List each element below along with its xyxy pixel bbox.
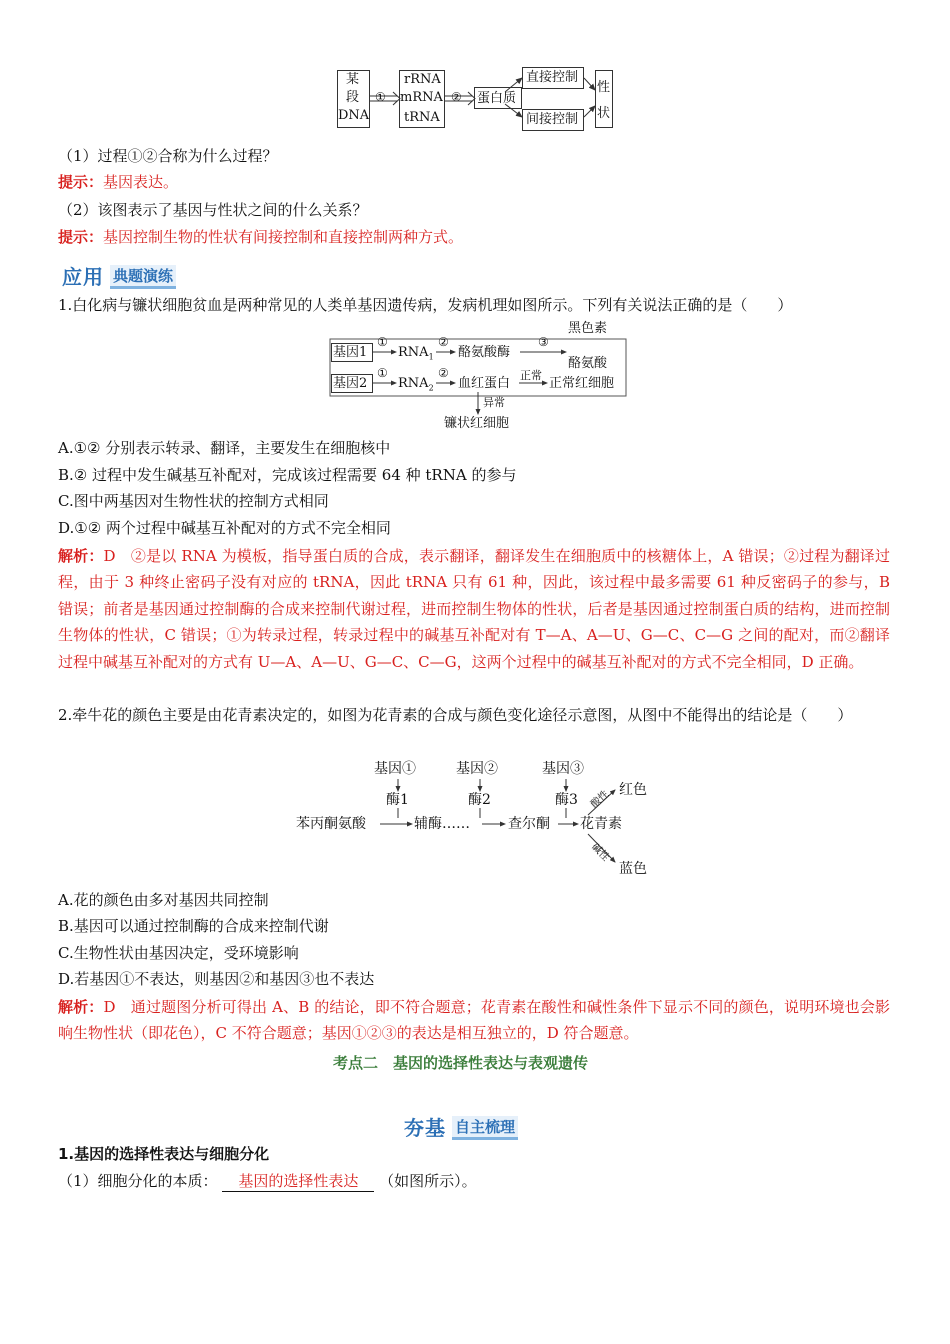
q1-tyrosine: 酪氨酸 bbox=[568, 356, 608, 371]
q2-red: 红色 bbox=[619, 782, 647, 798]
trait-label-1: 性 bbox=[597, 80, 611, 95]
q1-gene1: 基因1 bbox=[333, 345, 368, 360]
q1-analysis-label: 解析： bbox=[58, 547, 104, 565]
banner-sub: 典题演练 bbox=[110, 265, 176, 289]
rna1-text: RNA bbox=[398, 345, 429, 360]
q1-abnormal: 异常 bbox=[483, 396, 505, 409]
q2-enzyme1: 酶1 bbox=[386, 792, 409, 808]
q2-option-d[interactable]: D.若基因①不表达，则基因②和基因③也不表达 bbox=[58, 970, 375, 988]
q1-s3: ③ bbox=[538, 335, 549, 349]
rna2-text: RNA bbox=[398, 376, 429, 391]
indirect-label: 间接控制 bbox=[526, 112, 579, 127]
banner2-main: 夯基 bbox=[404, 1116, 446, 1140]
banner-main: 应用 bbox=[62, 265, 104, 289]
q2-acid: 酸性 bbox=[588, 788, 612, 811]
q2-coenzyme: 辅酶…… bbox=[414, 816, 470, 832]
q1-normal: 正常 bbox=[520, 369, 542, 382]
q2-blue: 蓝色 bbox=[619, 861, 647, 877]
q2-gene2: 基因② bbox=[456, 761, 498, 777]
banner2-sub: 自主梳理 bbox=[452, 1116, 518, 1140]
protein-label: 蛋白质 bbox=[477, 91, 517, 106]
trna-label: tRNA bbox=[404, 110, 440, 125]
q2-option-a[interactable]: A.花的颜色由多对基因共同控制 bbox=[58, 891, 269, 909]
fill-suffix: （如图所示）。 bbox=[379, 1172, 477, 1190]
step1-label: ① bbox=[375, 90, 386, 104]
dna-label-3: DNA bbox=[338, 108, 370, 123]
q1-melanin: 黑色素 bbox=[568, 321, 608, 336]
q2-base: 碱性 bbox=[589, 841, 611, 864]
step2-label: ② bbox=[451, 90, 462, 104]
q1-normal-cell: 正常红细胞 bbox=[549, 376, 615, 391]
section-title: 考点二 基因的选择性表达与表观遗传 bbox=[333, 1054, 589, 1072]
fill-prefix: （1）细胞分化的本质： bbox=[58, 1172, 218, 1190]
q2-analysis bbox=[58, 994, 890, 1047]
q2-option-b[interactable]: B.基因可以通过控制酶的合成来控制代谢 bbox=[58, 917, 329, 935]
dna-label-2: 段 bbox=[346, 90, 360, 105]
q1-stem: 1.白化病与镰状细胞贫血是两种常见的人类单基因遗传病，发病机理如图所示。下列有关说法正确的是（ ） bbox=[58, 296, 793, 314]
q1-option-a[interactable]: A.①② 分别表示转录、翻译，主要发生在细胞核中 bbox=[58, 439, 391, 457]
question-a1: （1）过程①②合称为什么过程？ bbox=[58, 147, 278, 165]
q2-enzyme2: 酶2 bbox=[468, 792, 491, 808]
q1-hemoglobin: 血红蛋白 bbox=[458, 376, 511, 391]
hint-2-text: 基因控制生物的性状有间接控制和直接控制两种方式。 bbox=[103, 228, 464, 246]
hint-label: 提示： bbox=[58, 228, 104, 246]
q1-gene2: 基因2 bbox=[333, 376, 368, 391]
q1-enzyme: 酪氨酸酶 bbox=[458, 345, 511, 360]
hint-1-text: 基因表达。 bbox=[103, 173, 179, 191]
q2-anthocyanin: 花青素 bbox=[580, 816, 622, 832]
q2-phe: 苯丙酮氨酸 bbox=[296, 816, 366, 832]
rna1-sub: 1 bbox=[428, 352, 434, 362]
rrna-label: rRNA bbox=[404, 72, 441, 87]
q2-gene3: 基因③ bbox=[542, 761, 584, 777]
q2-option-c[interactable]: C.生物性状由基因决定，受环境影响 bbox=[58, 944, 299, 962]
question-a2: （2）该图表示了基因与性状之间的什么关系？ bbox=[58, 201, 368, 219]
trait-label-2: 状 bbox=[597, 106, 611, 121]
q1-option-b[interactable]: B.② 过程中发生碱基互补配对，完成该过程需要 64 种 tRNA 的参与 bbox=[58, 466, 517, 484]
hint-label: 提示： bbox=[58, 173, 104, 191]
q2-analysis-text: D 通过题图分析可得出 A、B 的结论，即不符合题意；花青素在酸性和碱性条件下显示不同的颜色，说明环境也会影响生物性状（即花色），C 不符合题意；基因①②③的表达是相互独立的，D 符合题意。 bbox=[58, 998, 890, 1043]
q1-analysis-text: D ②是以 RNA 为模板，指导蛋白质的合成，表示翻译，翻译发生在细胞质中的核糖体上，A 错误；②过程为翻译过程，由于 3 种终止密码子没有对应的 tRNA，因此 tRNA 只有 61 种，因此，该过程中最多需要 61 种反密码子的参与，B 错误；前者是基因通过控制酶的合成来控制代谢过程，进而控制生物体的性状，后者是基因通过控制蛋白质的结构，进而控制生物体的性状，C 错误；①为转录过程，转录过程中的碱基互补配对有 T—A、A—U、G—C、C—G 之间的配对，而②翻译过程中碱基互补配对的方式有 U—A、A—U、G—C、C—G，这两个过程中的碱基互补配对的方式不完全相同，D 正确。 bbox=[58, 547, 890, 671]
sub-heading: 1.基因的选择性表达与细胞分化 bbox=[58, 1145, 270, 1163]
q1-s2-top: ② bbox=[438, 335, 449, 349]
dna-label-1: 某 bbox=[346, 72, 360, 87]
q1-option-d[interactable]: D.①② 两个过程中碱基互补配对的方式不完全相同 bbox=[58, 519, 391, 537]
q1-option-c[interactable]: C.图中两基因对生物性状的控制方式相同 bbox=[58, 492, 329, 510]
q1-s2-bottom: ② bbox=[438, 366, 449, 380]
mrna-label: mRNA bbox=[400, 90, 443, 105]
q1-s1-top: ① bbox=[377, 335, 388, 349]
q2-chalcone: 查尔酮 bbox=[508, 816, 550, 832]
fill-blank-line bbox=[58, 1171, 477, 1192]
q1-s1-bottom: ① bbox=[377, 366, 388, 380]
q2-stem: 2.牵牛花的颜色主要是由花青素决定的，如图为花青素的合成与颜色变化途径示意图，从图中不能得出的结论是（ ） bbox=[58, 706, 853, 724]
rna2-sub: 2 bbox=[428, 383, 434, 393]
fill-answer: 基因的选择性表达 bbox=[222, 1171, 374, 1192]
q1-sickle: 镰状红细胞 bbox=[444, 416, 510, 431]
direct-label: 直接控制 bbox=[526, 70, 579, 85]
q2-analysis-label: 解析： bbox=[58, 998, 104, 1016]
q2-gene1: 基因① bbox=[374, 761, 416, 777]
q2-enzyme3: 酶3 bbox=[555, 792, 578, 808]
